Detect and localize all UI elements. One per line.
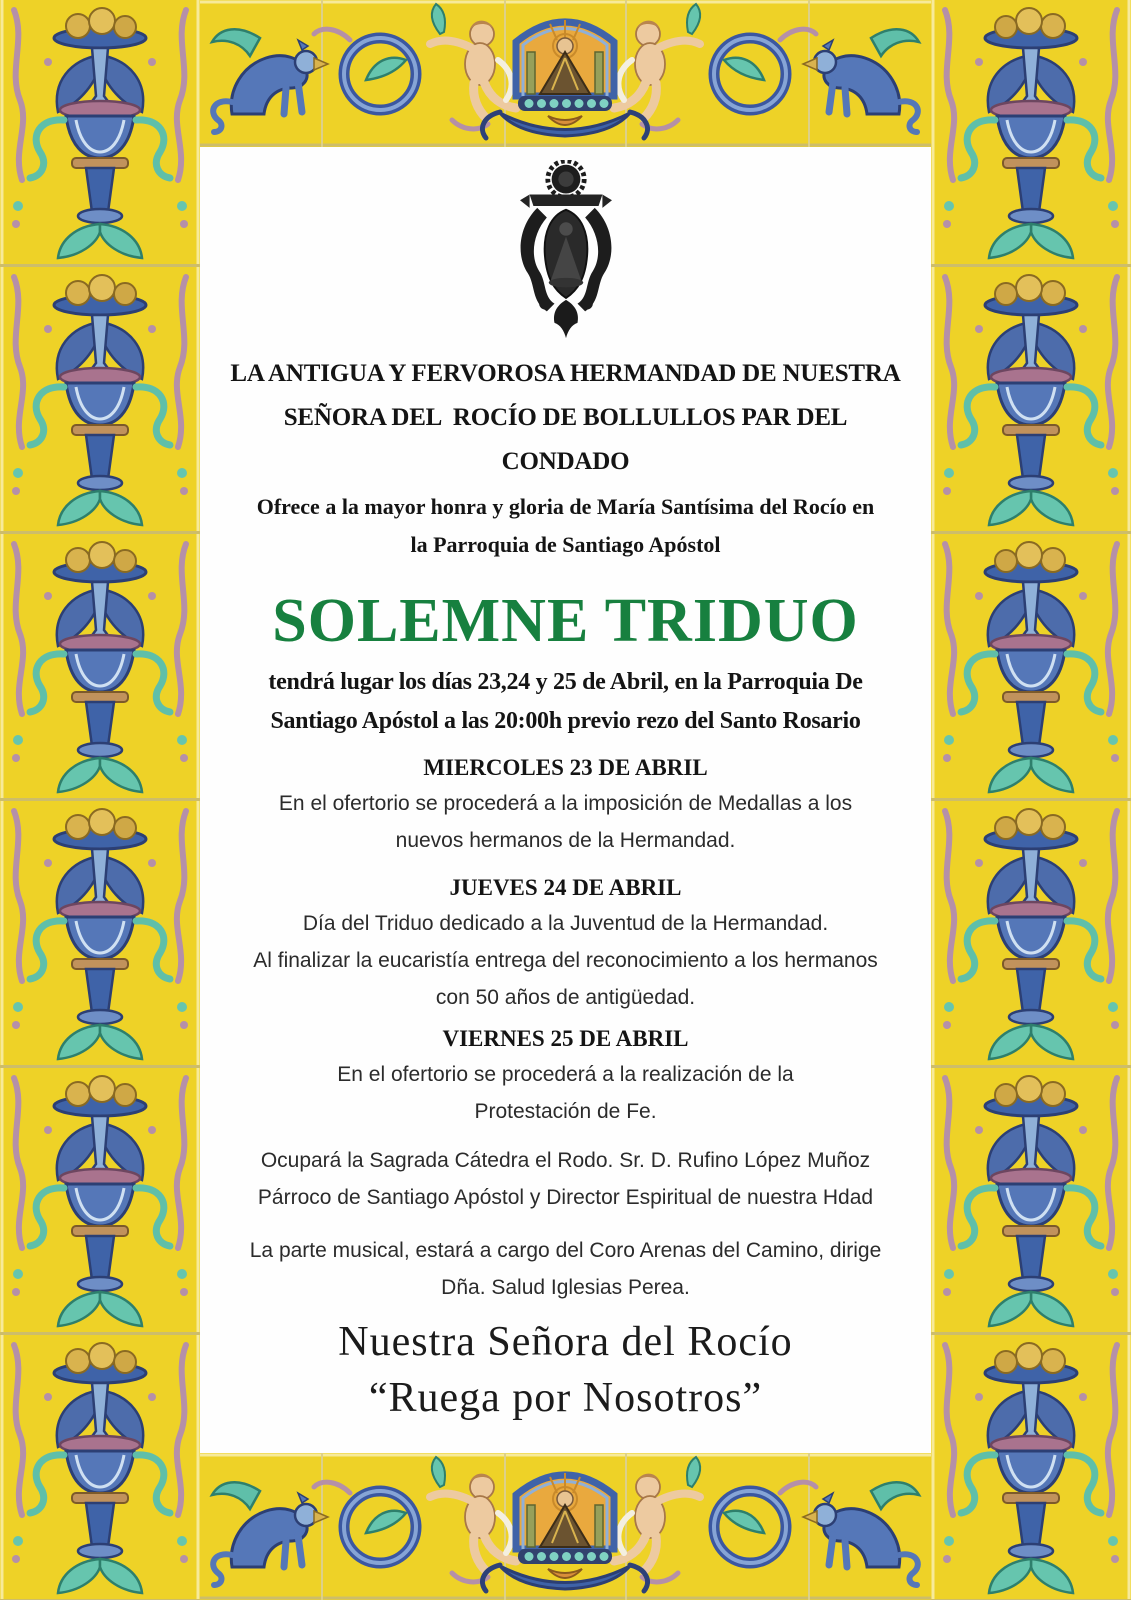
tile-frieze-top — [200, 0, 931, 147]
day-heading: MIERCOLES 23 DE ABRIL — [423, 755, 708, 780]
day-heading: JUEVES 24 DE ABRIL — [449, 875, 682, 900]
day-detail-line: Día del Triduo dedicado a la Juventud de la Hermandad. — [302, 912, 829, 935]
tile-border-left — [0, 0, 200, 1600]
subtitle-line: Santiago Apóstol a las 20:00h previo rezo del Santo Rosario — [270, 708, 861, 734]
preacher-text — [258, 1142, 873, 1216]
tile-border-right — [931, 0, 1131, 1600]
schedule-day-jueves — [253, 873, 878, 1016]
org-line: SEÑORA DEL ROCÍO DE BOLLULLOS PAR DEL — [283, 404, 848, 431]
schedule-day-viernes — [337, 1024, 793, 1130]
organization-name — [230, 352, 900, 484]
dedication-line: la Parroquia de Santiago Apóstol — [410, 532, 721, 557]
day-heading: VIERNES 25 DE ABRIL — [442, 1026, 689, 1051]
tile-frieze-bottom — [200, 1453, 931, 1600]
org-line: LA ANTIGUA Y FERVOROSA HERMANDAD DE NUESTRA — [230, 360, 901, 387]
music-text — [250, 1232, 882, 1306]
day-detail-line: En el ofertorio se procederá a la imposición de Medallas a los — [278, 792, 853, 815]
org-line: CONDADO — [501, 448, 630, 475]
dedication-line: Ofrece a la mayor honra y gloria de María Santísima del Rocío en — [256, 494, 875, 519]
day-detail-line: Al finalizar la eucaristía entrega del reconocimiento a los hermanos — [253, 949, 878, 972]
day-detail-line: nuevos hermanos de la Hermandad. — [395, 829, 736, 852]
day-detail-line: con 50 años de antigüedad. — [435, 986, 696, 1009]
day-detail-line: En el ofertorio se procederá a la realización de la — [337, 1063, 794, 1086]
hermandad-crest-icon — [508, 160, 624, 342]
content-panel — [200, 147, 931, 1453]
preacher-line: Párroco de Santiago Apóstol y Director Espiritual de nuestra Hdad — [257, 1186, 874, 1209]
subtitle-line: tendrá lugar los días 23,24 y 25 de Abril, en la Parroquia De — [268, 669, 863, 695]
closing-line: “Ruega por Nosotros” — [368, 1375, 763, 1421]
music-line: Dña. Salud Iglesias Perea. — [441, 1276, 690, 1299]
closing-invocation — [338, 1314, 792, 1426]
event-title: SOLEMNE TRIDUO — [272, 587, 859, 655]
day-detail-line: Protestación de Fe. — [474, 1100, 657, 1123]
preacher-line: Ocupará la Sagrada Cátedra el Rodo. Sr. D. Rufino López Muñoz — [260, 1149, 871, 1172]
event-subtitle — [268, 663, 862, 741]
dedication-text — [257, 488, 875, 564]
schedule-day-miercoles — [279, 753, 852, 859]
closing-line: Nuestra Señora del Rocío — [338, 1319, 793, 1365]
music-line: La parte musical, estará a cargo del Coro Arenas del Camino, dirige — [249, 1239, 882, 1262]
